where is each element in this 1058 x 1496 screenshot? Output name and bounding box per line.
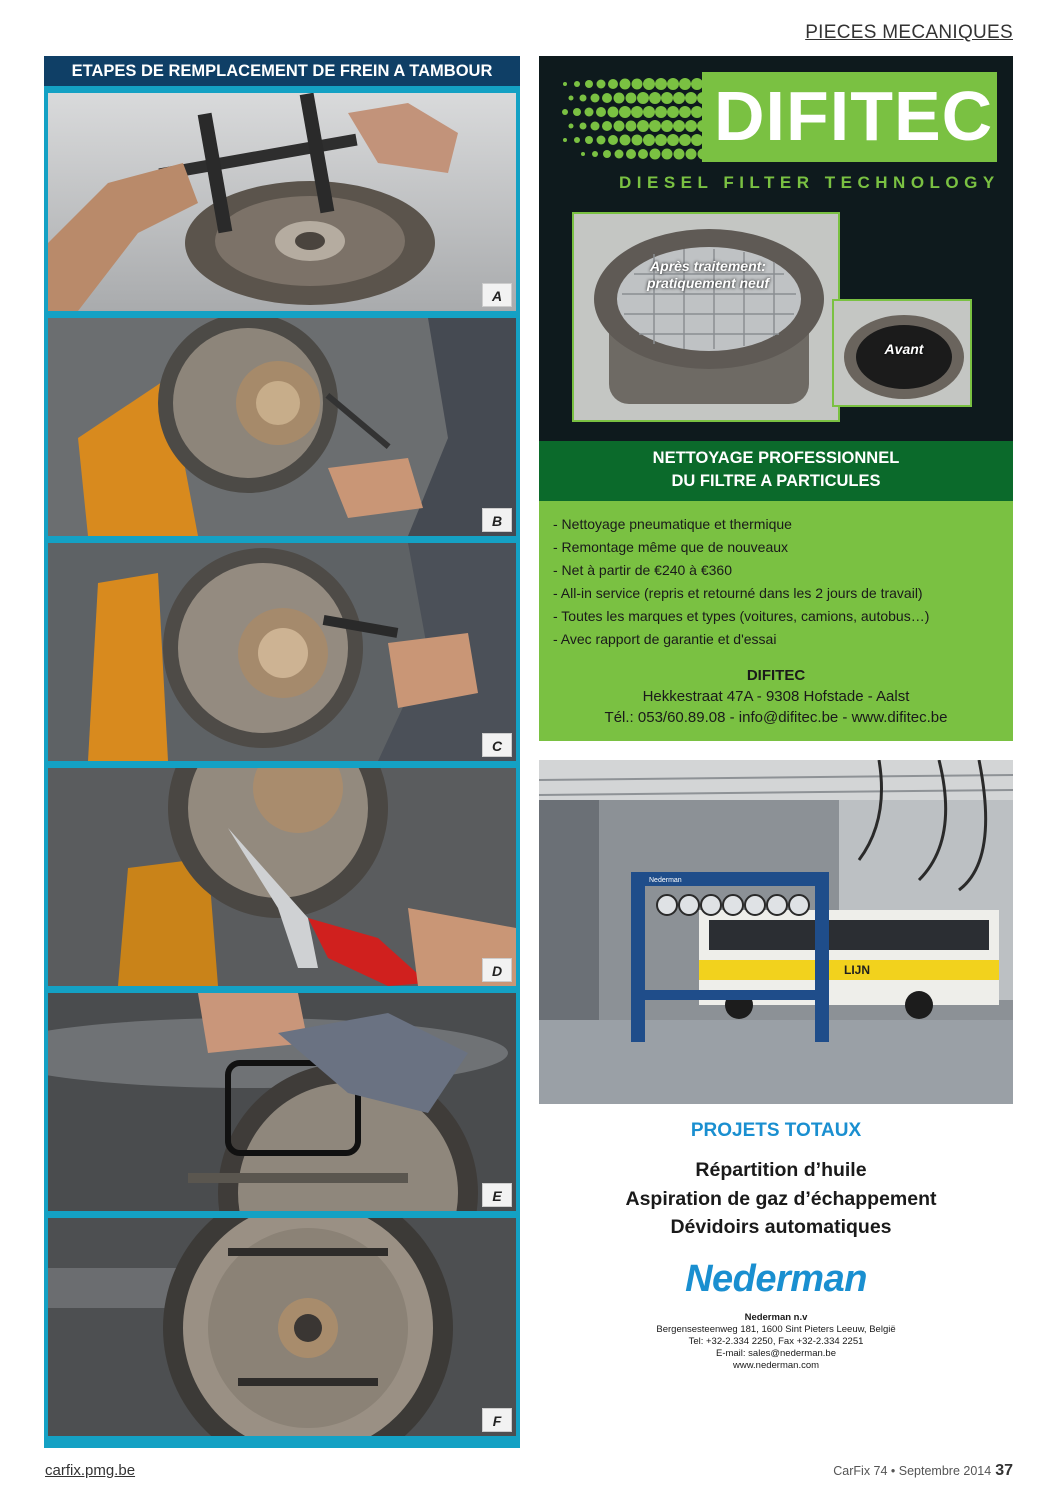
- step-letter: A: [482, 283, 512, 307]
- photo-sign: Nederman: [649, 877, 682, 884]
- halftone-dots-graphic: [553, 66, 713, 176]
- service-line: Aspiration de gaz d’échappement: [625, 1187, 937, 1210]
- bus-garage-image: [539, 760, 1013, 1104]
- filter-after-caption: [574, 258, 840, 292]
- caption-line-1: Après traitement:: [650, 258, 766, 274]
- company-name: Nederman n.v: [744, 1312, 808, 1323]
- step-letter: B: [482, 508, 512, 532]
- list-item: - Nettoyage pneumatique et thermique: [553, 516, 792, 532]
- clean-filter-image: [574, 214, 840, 422]
- step-photo-f: [48, 1218, 516, 1436]
- page-number: 37: [995, 1462, 1013, 1479]
- nederman-logo: Nederman: [685, 1258, 867, 1300]
- filter-before-photo: [832, 299, 972, 407]
- difitec-body: [539, 501, 1013, 741]
- company-address: Bergensesteenweg 181, 1600 Sint Pieters Leeuw, België: [656, 1324, 896, 1335]
- difitec-feature-list: [553, 513, 999, 651]
- list-item: - All-in service (repris et retourné dans les 2 jours de travail): [553, 585, 923, 601]
- drum-brake-clip-photo: [48, 993, 516, 1211]
- service-line: Dévidoirs automatiques: [670, 1216, 892, 1238]
- filter-after-photo: [572, 212, 840, 422]
- contact-address: Hekkestraat 47A - 9308 Hofstade - Aalst: [642, 688, 910, 705]
- drum-brake-assembled-photo: [48, 1218, 516, 1436]
- steps-panel: [44, 56, 520, 1448]
- bus-logo: LIJN: [844, 963, 871, 977]
- footer-issue: [833, 1462, 1013, 1480]
- list-item: - Remontage même que de nouveaux: [553, 539, 789, 555]
- drum-brake-spring-photo: [48, 318, 516, 536]
- drum-brake-tool-photo: [48, 543, 516, 761]
- caption-line-2: pratiquement neuf: [646, 275, 770, 291]
- difitec-headline-band: [539, 441, 1013, 501]
- issue-label: CarFix 74 • Septembre 2014: [833, 1464, 992, 1478]
- list-item: - Avec rapport de garantie et d'essai: [553, 631, 777, 647]
- section-header: PIECES MECANIQUES: [805, 22, 1013, 43]
- contact-phone: Tél.: 053/60.89.08 - info@difitec.be - www.difitec.be: [604, 709, 948, 726]
- band-line-2: DU FILTRE A PARTICULES: [671, 472, 881, 490]
- step-letter: E: [482, 1183, 512, 1207]
- company-phone: Tel: +32-2.334 2250, Fax +32-2.334 2251: [688, 1336, 864, 1347]
- filter-before-caption: Avant: [884, 341, 924, 357]
- company-email: E-mail: sales@nederman.be: [715, 1348, 836, 1359]
- nederman-title: PROJETS TOTAUX: [690, 1120, 862, 1141]
- step-photo-c: [48, 543, 516, 761]
- list-item: - Toutes les marques et types (voitures, camions, autobus…): [553, 608, 930, 624]
- drum-brake-pliers-photo: [48, 768, 516, 986]
- brake-drum-measure-photo: [48, 93, 516, 311]
- step-letter: D: [482, 958, 512, 982]
- difitec-logo: DIFITEC: [714, 77, 994, 155]
- list-item: - Net à partir de €240 à €360: [553, 562, 733, 578]
- step-photo-e: [48, 993, 516, 1211]
- difitec-contact: [553, 665, 999, 728]
- band-line-1: NETTOYAGE PROFESSIONNEL: [652, 449, 900, 467]
- contact-name: DIFITEC: [746, 667, 806, 684]
- steps-title: ETAPES DE REMPLACEMENT DE FREIN A TAMBOUR: [44, 56, 520, 86]
- step-letter: C: [482, 733, 512, 757]
- footer-site-link[interactable]: carfix.pmg.be: [45, 1462, 136, 1479]
- service-line: Répartition d’huile: [695, 1159, 867, 1181]
- nederman-contact: [539, 1312, 1013, 1372]
- difitec-tagline: DIESEL FILTER TECHNOLOGY: [619, 173, 1000, 192]
- difitec-advertisement: [539, 56, 1013, 741]
- company-web: www.nederman.com: [732, 1360, 820, 1371]
- step-letter: F: [482, 1408, 512, 1432]
- nederman-services: [539, 1156, 1023, 1242]
- step-photo-b: [48, 318, 516, 536]
- step-photo-d: [48, 768, 516, 986]
- step-photo-a: [48, 93, 516, 311]
- nederman-garage-photo: [539, 760, 1013, 1104]
